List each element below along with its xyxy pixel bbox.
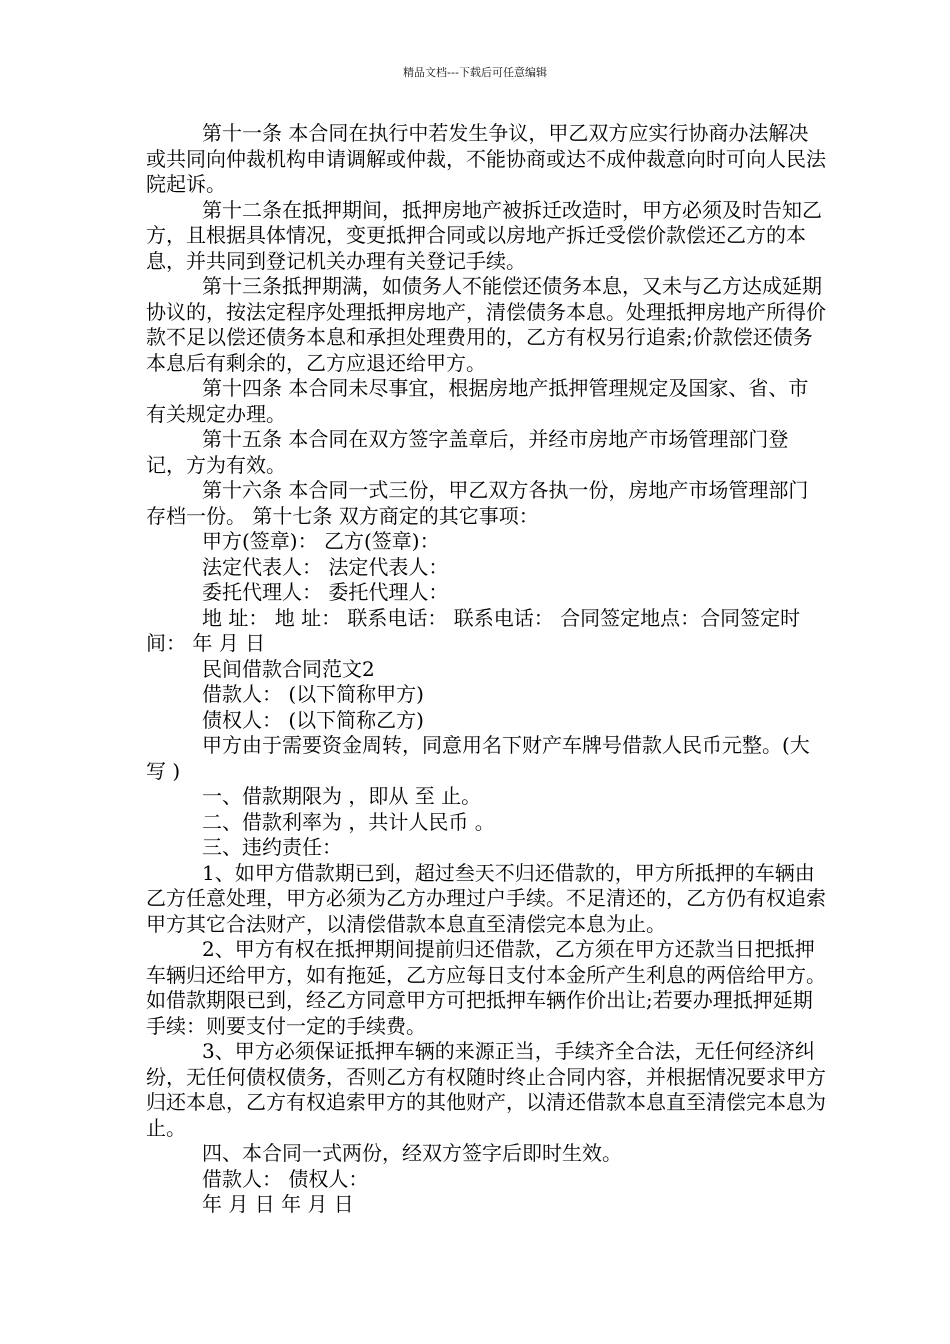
clause-13: 第十三条抵押期满，如债务人不能偿还债务本息，又未与乙方达成延期协议的，按法定程序处理抵押房地产，清偿债务本息。处理抵押房地产所得价款不足以偿还债务本息和承担处理费用的，乙方有权另行追索;价款偿还债务本息后有剩余的，乙方应退还给甲方。 <box>146 274 826 375</box>
signature-parties-line: 借款人： 债权人： <box>202 1166 369 1191</box>
clause-12: 第十二条在抵押期间，抵押房地产被拆迁改造时，甲方必须及时告知乙方，且根据具体情况，变更抵押合同或以房地产拆迁受偿价款偿还乙方的本息，并共同到登记机关办理有关登记手续。 <box>146 197 822 273</box>
document-body <box>146 121 826 1218</box>
party-signature-line: 甲方(签章)： 乙方(签章)： <box>202 529 440 553</box>
breach-heading: 三、违约责任： <box>202 835 342 859</box>
authorized-agent-line: 委托代理人： 委托代理人： <box>202 580 449 604</box>
breach-item-3: 3、甲方必须保证抵押车辆的来源正当，手续齐全合法，无任何经济纠纷，无任何债权债务，否则乙方有权随时终止合同内容，并根据情况要求甲方归还本息，乙方有权追索甲方的其他财产，以清还借款本息直至清偿完本息为止。 <box>146 1039 826 1140</box>
interest-rate-line: 二、借款利率为 ，共计人民币 。 <box>202 809 495 834</box>
clause-11: 第十一条 本合同在执行中若发生争议，甲乙双方应实行协商办法解决或共同向仲裁机构申请调解或仲裁，不能协商或达不成仲裁意向时可向人民法院起诉。 <box>146 121 826 196</box>
borrower-line: 借款人： (以下简称甲方) <box>202 682 424 706</box>
loan-purpose-paragraph: 甲方由于需要资金周转，同意用名下财产车牌号借款人民币元整。(大写 ) <box>146 733 810 783</box>
clause-14: 第十四条 本合同未尽事宜，根据房地产抵押管理规定及国家、省、市有关规定办理。 <box>146 376 809 426</box>
creditor-line: 债权人： (以下简称乙方) <box>202 707 424 732</box>
legal-representative-line: 法定代表人： 法定代表人： <box>202 554 449 579</box>
copies-clause: 四、本合同一式两份，经双方签字后即时生效。 <box>202 1141 622 1165</box>
address-contact-line: 地 址： 地 址： 联系电话： 联系电话： 合同签定地点：合同签定时间： 年 月 日 <box>146 605 801 655</box>
page-header: 精品文档---下载后可任意编辑 <box>403 66 547 79</box>
signature-date-line: 年 月 日 年 月 日 <box>202 1192 354 1216</box>
clause-15: 第十五条 本合同在双方签字盖章后，并经市房地产市场管理部门登记，方为有效。 <box>146 427 789 477</box>
breach-item-2: 2、甲方有权在抵押期间提前归还借款，乙方须在甲方还款当日把抵押车辆归还给甲方，如有拖延，乙方应每日支付本金所产生利息的两倍给甲方。如借款期限已到，经乙方同意甲方可把抵押车辆作价出让;若要办理抵押延期手续：则要支付一定的手续费。 <box>146 937 826 1038</box>
section-title-loan-contract: 民间借款合同范文2 <box>202 656 375 681</box>
breach-item-1: 1、如甲方借款期已到，超过叁天不归还借款的，甲方所抵押的车辆由乙方任意处理，甲方必须为乙方办理过户手续。不足清还的，乙方仍有权追索甲方其它合法财产，以清偿借款本息直至清偿完本息为止。 <box>146 860 826 936</box>
loan-term-line: 一、借款期限为 ，即从 至 止。 <box>202 784 482 808</box>
clause-16-17: 第十六条 本合同一式三份，甲乙双方各执一份，房地产市场管理部门存档一份。 第十七条 双方商定的其它事项： <box>146 478 809 528</box>
